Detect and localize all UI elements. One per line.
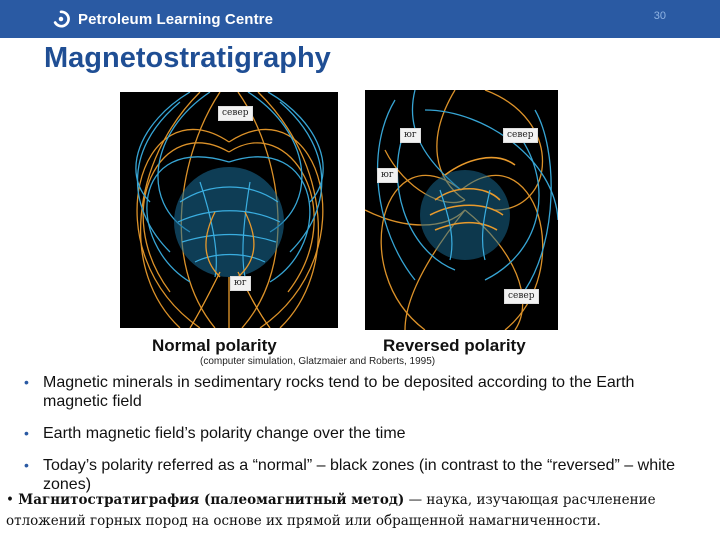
bullet-dot-icon: • bbox=[24, 425, 29, 441]
label-north-reversed-bottom: север bbox=[504, 289, 539, 304]
russian-definition bbox=[6, 490, 706, 532]
label-north-normal: север bbox=[218, 106, 253, 121]
brand-logo bbox=[52, 8, 273, 30]
caption-reversed-polarity: Reversed polarity bbox=[383, 336, 526, 355]
bullet-item: • Magnetic minerals in sedimentary rocks tend to be deposited according to the Earth magnetic field bbox=[24, 374, 635, 410]
caption-normal-polarity: Normal polarity bbox=[152, 336, 277, 355]
bullet-dot-icon: • bbox=[24, 374, 29, 390]
label-south-reversed-top: юг bbox=[400, 128, 421, 143]
label-south-reversed-middle: юг bbox=[377, 168, 398, 183]
logo-text: Petroleum Learning Centre bbox=[78, 10, 274, 28]
slide-title: Magnetostratigraphy bbox=[44, 42, 331, 74]
ru-bullet: • bbox=[6, 492, 14, 508]
page-number: 30 bbox=[653, 10, 666, 22]
reversed-polarity-image bbox=[365, 90, 558, 330]
label-north-reversed-top: север bbox=[503, 128, 538, 143]
bullet-list bbox=[20, 373, 690, 507]
normal-polarity-field-graphic bbox=[120, 92, 338, 328]
header-bar bbox=[0, 0, 720, 38]
ru-term: Магнитостратиграфия (палеомагнитный метод) bbox=[18, 492, 405, 508]
normal-polarity-image bbox=[120, 92, 338, 328]
bullet-item: • Today’s polarity referred as a “normal” – black zones (in contrast to the “reversed” – white zones) bbox=[24, 457, 675, 493]
swirl-logo-icon bbox=[52, 10, 70, 28]
bullet-item: • Earth magnetic field’s polarity change over the time bbox=[24, 425, 406, 442]
ru-definition-text: — наука, изучающая расчленение отложений горных пород на основе их прямой или обращенной намагниченности. bbox=[6, 492, 656, 529]
label-south-normal: юг bbox=[230, 276, 251, 291]
figure-source: (computer simulation, Glatzmaier and Roberts, 1995) bbox=[200, 356, 436, 367]
bullet-dot-icon: • bbox=[24, 457, 29, 473]
